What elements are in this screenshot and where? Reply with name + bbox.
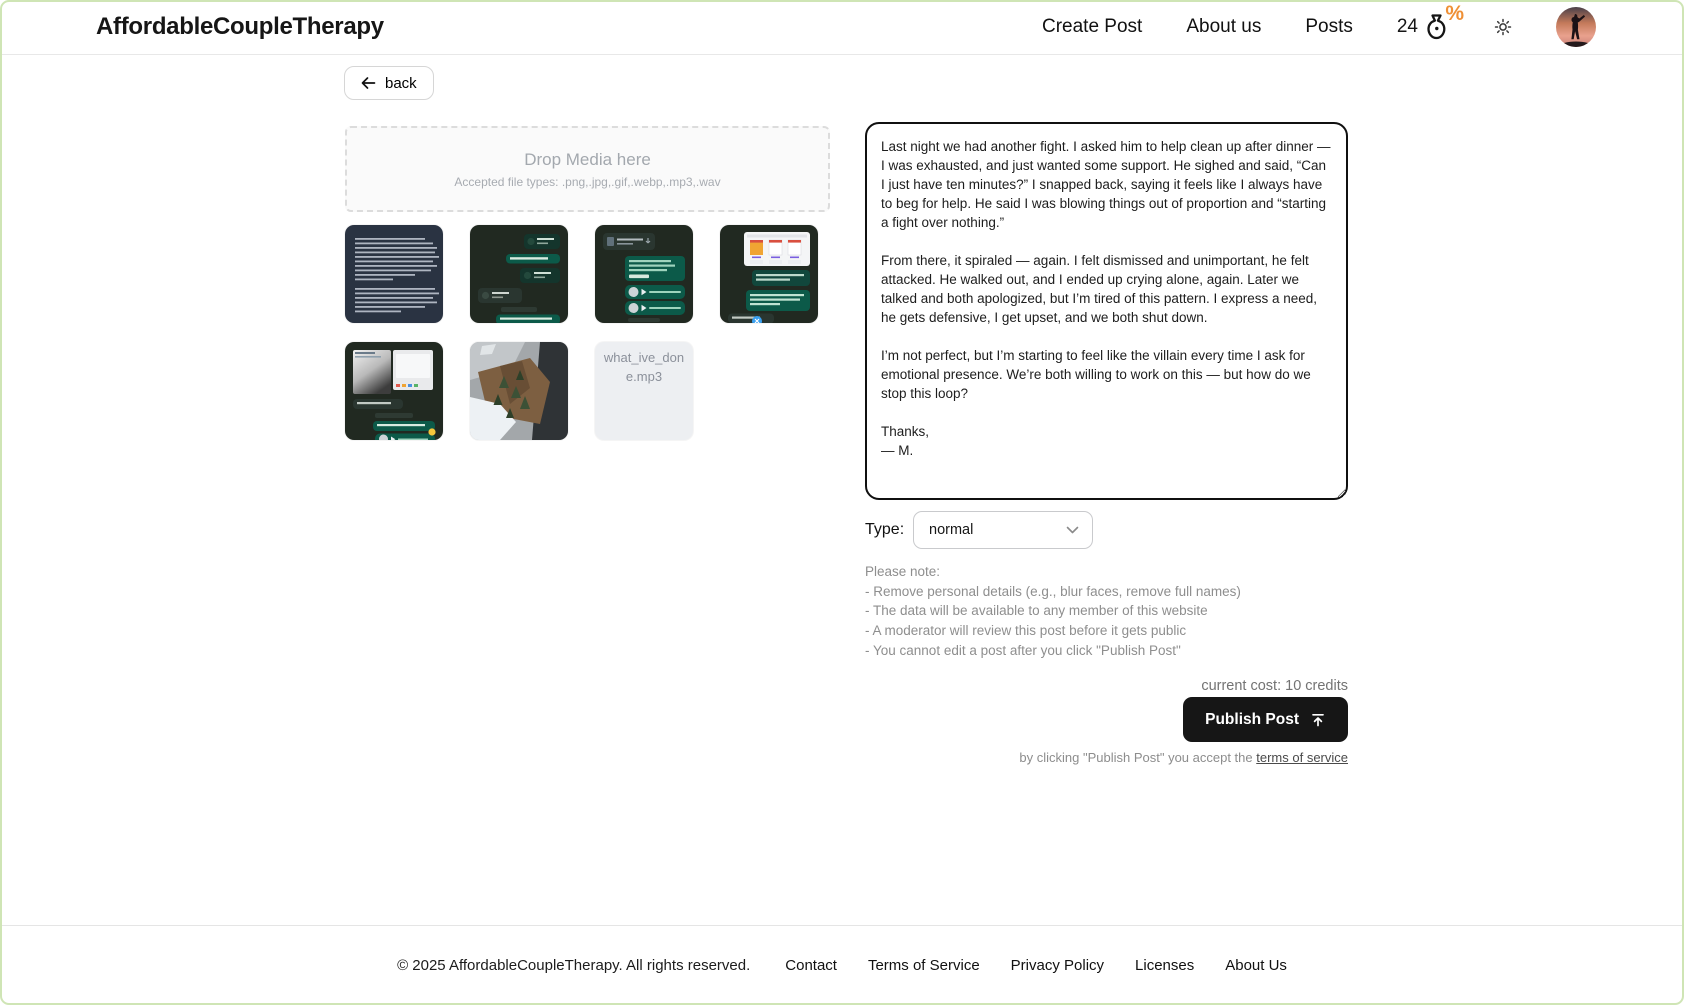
publish-post-button[interactable] bbox=[1183, 697, 1348, 742]
media-grid bbox=[345, 225, 818, 440]
user-avatar[interactable] bbox=[1556, 7, 1596, 47]
copyright: © 2025 AffordableCoupleTherapy. All rights reserved. bbox=[397, 957, 751, 974]
media-dropzone[interactable] bbox=[345, 126, 830, 212]
upload-icon bbox=[1310, 712, 1326, 728]
nav-posts[interactable]: Posts bbox=[1305, 16, 1353, 37]
post-text-input[interactable] bbox=[865, 122, 1348, 500]
top-nav bbox=[0, 0, 1684, 55]
footer-link-about-us[interactable]: About Us bbox=[1225, 957, 1287, 974]
footer-link-privacy-policy[interactable]: Privacy Policy bbox=[1010, 957, 1105, 974]
post-notes bbox=[865, 562, 1241, 661]
media-thumbnail-article[interactable] bbox=[345, 225, 443, 323]
chat-file-voice-notes-graphic bbox=[595, 225, 693, 323]
money-bag-wrap bbox=[1423, 2, 1464, 42]
nav-create-post[interactable]: Create Post bbox=[1042, 16, 1143, 37]
disclaimer-text: by clicking "Publish Post" you accept the bbox=[1019, 750, 1257, 765]
site-logo[interactable]: AffordableCoupleTherapy bbox=[96, 13, 384, 40]
media-thumbnail-chat-design[interactable] bbox=[720, 225, 818, 323]
publish-post-label: Publish Post bbox=[1205, 710, 1299, 728]
footer bbox=[0, 925, 1684, 1005]
dropzone-accepted-types: Accepted file types: .png,.jpg,.gif,.webp,.mp3,.wav bbox=[454, 174, 721, 189]
footer-link-licenses[interactable]: Licenses bbox=[1135, 957, 1195, 974]
mountain-cliff-photo-graphic bbox=[470, 342, 568, 440]
media-thumbnail-chat-calls[interactable] bbox=[470, 225, 568, 323]
type-select[interactable] bbox=[913, 511, 1093, 549]
chat-video-calls-graphic bbox=[470, 225, 568, 323]
publish-disclaimer bbox=[1019, 750, 1348, 765]
nav-links bbox=[1042, 2, 1596, 47]
credits-indicator[interactable] bbox=[1396, 2, 1464, 42]
theme-toggle[interactable] bbox=[1494, 18, 1512, 36]
type-select-value: normal bbox=[929, 522, 974, 538]
back-button[interactable] bbox=[344, 66, 434, 100]
footer-link-terms-of-service[interactable]: Terms of Service bbox=[867, 957, 980, 974]
note-item: - A moderator will review this post before it gets public bbox=[865, 623, 1187, 639]
sun-icon bbox=[1494, 18, 1512, 36]
cost-label: current cost: 10 credits bbox=[1201, 678, 1348, 694]
media-thumbnail-mountain-photo[interactable] bbox=[470, 342, 568, 440]
nav-about-us[interactable]: About us bbox=[1186, 16, 1262, 37]
type-label: Type: bbox=[865, 521, 905, 538]
percent-badge: % bbox=[1445, 2, 1464, 25]
dropzone-title: Drop Media here bbox=[524, 149, 651, 169]
avatar-sunset-silhouette bbox=[1556, 7, 1596, 47]
note-item: - You cannot edit a post after you click "Publish Post" bbox=[865, 642, 1181, 658]
chat-design-draft-graphic bbox=[720, 225, 818, 323]
note-item: - Remove personal details (e.g., blur faces, remove full names) bbox=[865, 583, 1241, 599]
article-screenshot-graphic bbox=[345, 225, 443, 323]
audio-file-name: what_ive_done.mp3 bbox=[603, 350, 685, 384]
media-thumbnail-chat-post-issue[interactable] bbox=[345, 342, 443, 440]
chat-post-issue-graphic bbox=[345, 342, 443, 440]
chevron-down-icon bbox=[1066, 526, 1079, 534]
back-arrow-icon bbox=[361, 76, 376, 90]
media-thumbnail-audio[interactable] bbox=[595, 342, 693, 440]
terms-of-service-link[interactable]: terms of service bbox=[1256, 750, 1348, 765]
back-label: back bbox=[385, 74, 417, 92]
footer-link-contact[interactable]: Contact bbox=[785, 957, 837, 974]
credits-count: 24 bbox=[1396, 16, 1418, 37]
media-thumbnail-chat-files[interactable] bbox=[595, 225, 693, 323]
note-item: - The data will be available to any member of this website bbox=[865, 603, 1208, 619]
notes-heading: Please note: bbox=[865, 564, 941, 579]
